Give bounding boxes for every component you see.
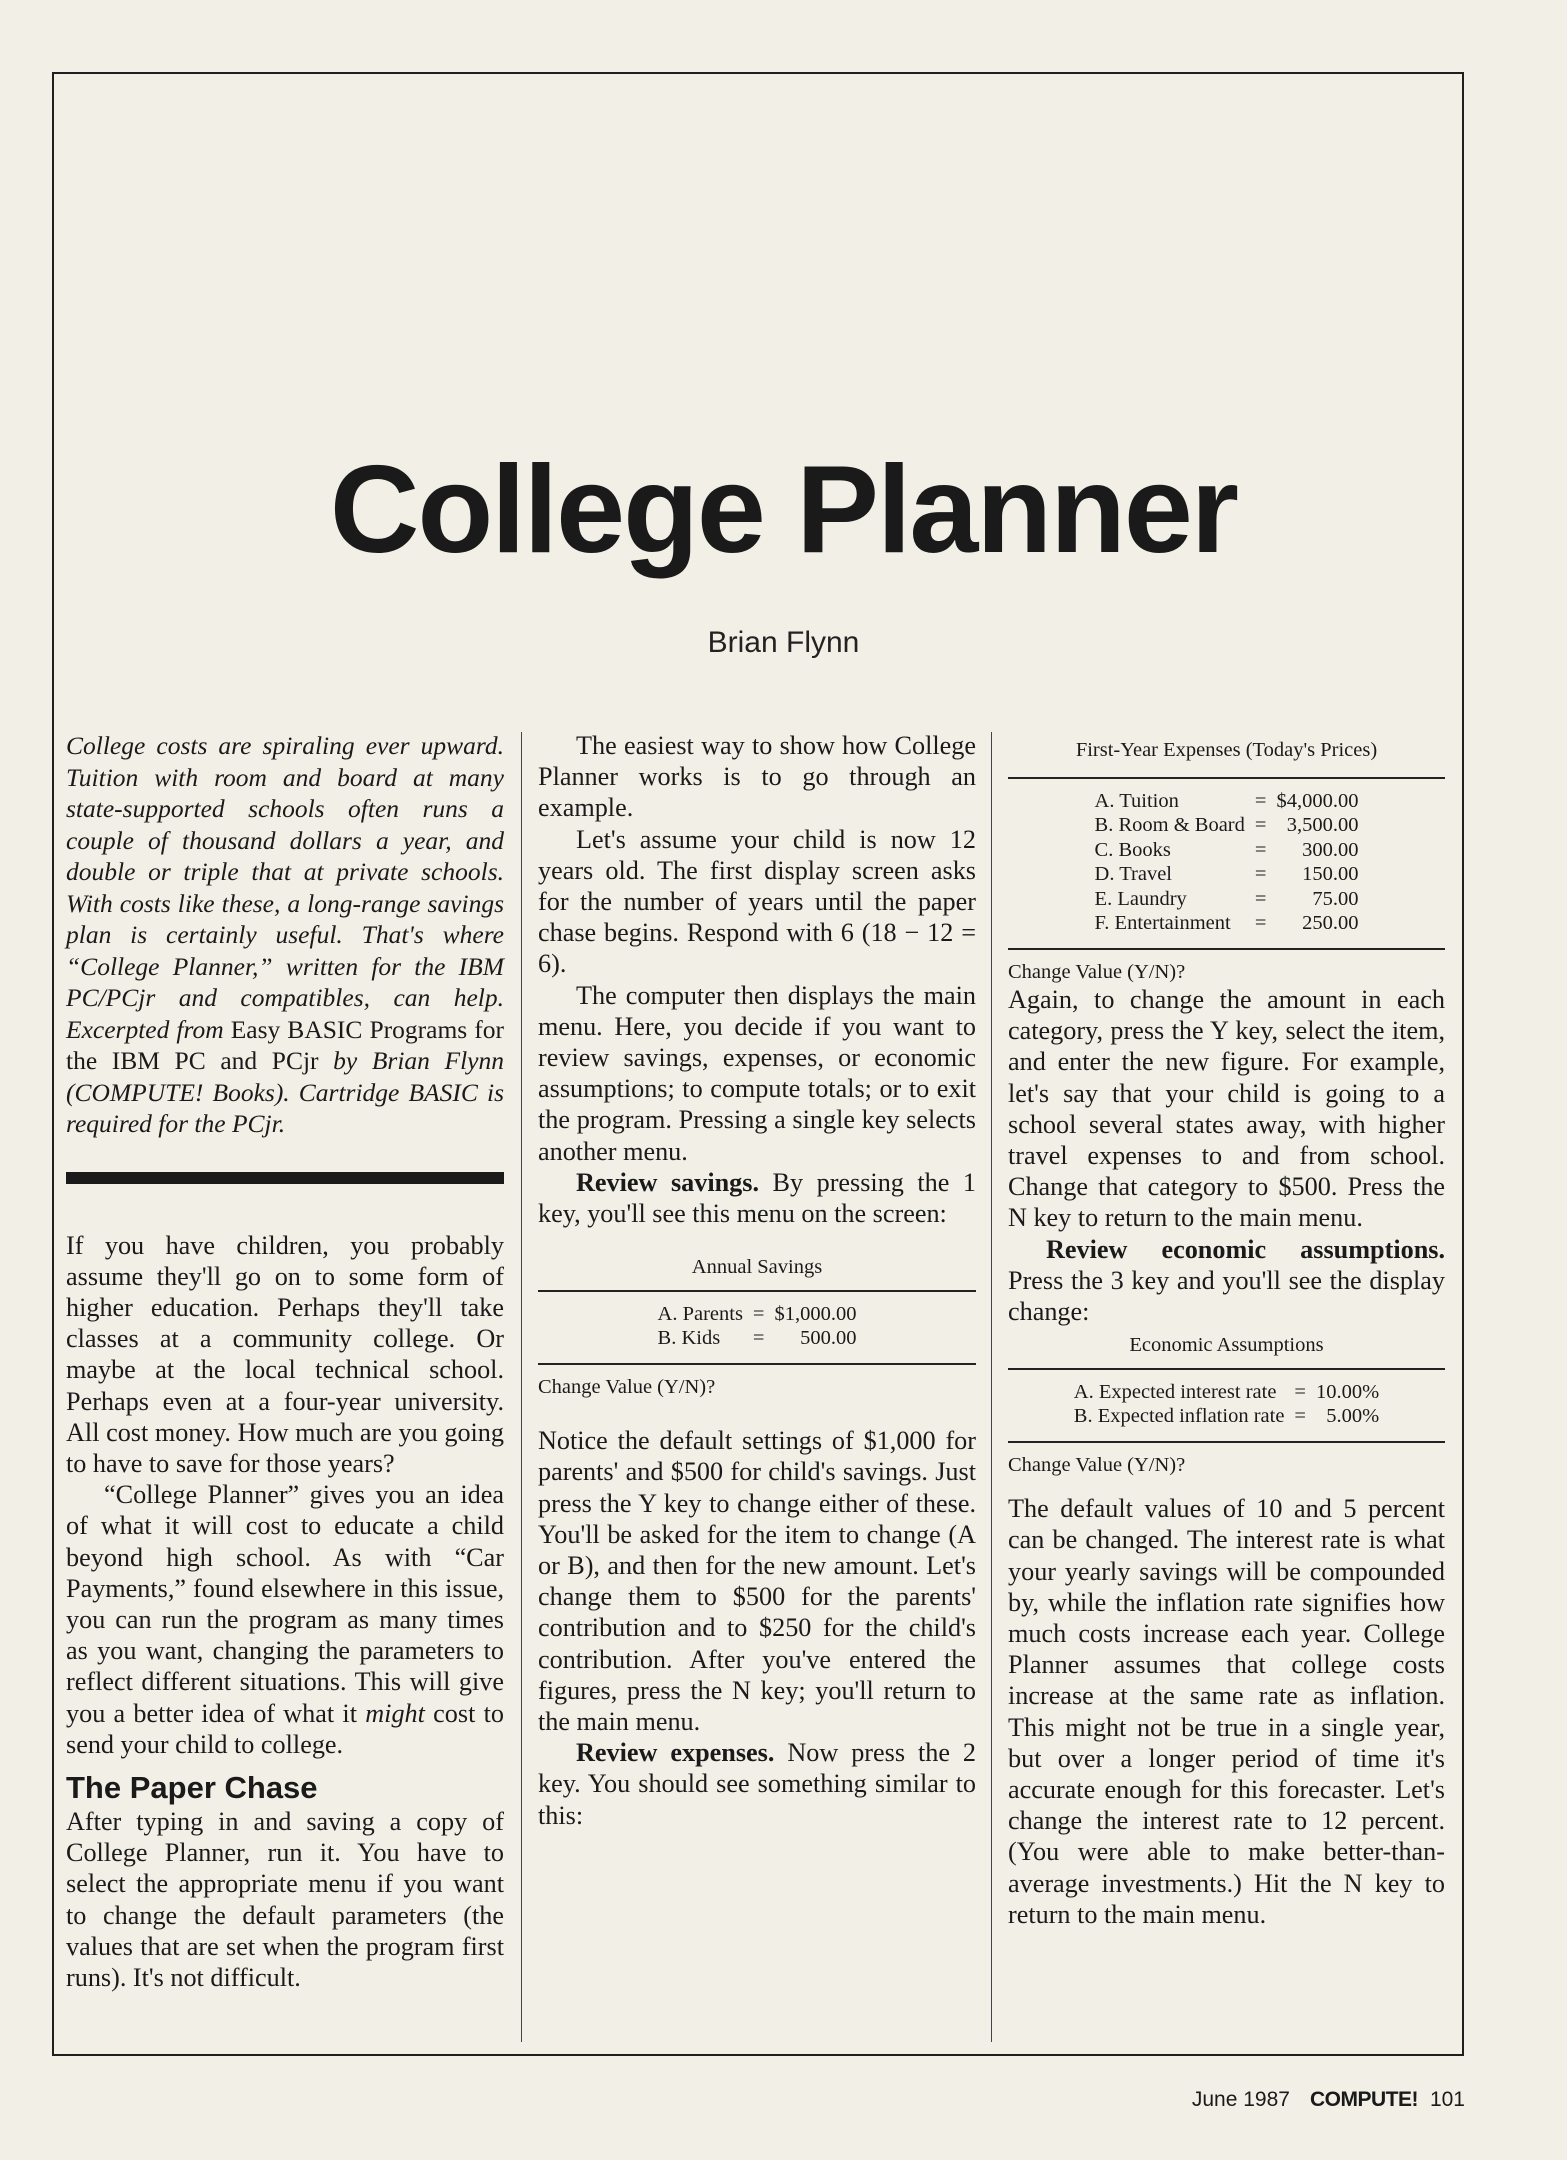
page-footer <box>1192 2088 1465 2112</box>
savings-screen <box>538 1255 976 1399</box>
section-divider-bar <box>66 1172 504 1184</box>
expenses-table <box>1090 789 1364 936</box>
table-row: D. Travel = 150.00 <box>1094 863 1359 885</box>
body-paragraph: If you have children, you probably assume they'll go on to some form of higher education. Perhaps they'll take classes at a community college. Or maybe at the local technical school. Perhaps even at a four-year university. All cost money. How much are you going to have to save for those years? <box>66 1230 504 1478</box>
body-paragraph: Review economic assumptions. Press the 3 key and you'll see the display change: <box>1008 1234 1445 1327</box>
body-paragraph: Notice the default settings of $1,000 for parents' and $500 for child's savings. Just press the Y key to change either of these. You'll be asked for the item to change (A or B), and then for the new amount. Let's change them to $500 for the parents' contribution and to $250 for the child's contribution. After you've entered the figures, press the N key; you'll return to the main menu. <box>538 1426 976 1737</box>
screen-prompt: Change Value (Y/N)? <box>538 1375 716 1398</box>
table-row: B. Room & Board = 3,500.00 <box>1094 814 1359 836</box>
table-row: C. Books = 300.00 <box>1094 838 1359 861</box>
column-2-content <box>538 730 976 1831</box>
table-row: A. Parents = $1,000.00 <box>657 1302 857 1325</box>
column-3 <box>1008 730 1445 1930</box>
table-row: B. Kids = 500.00 <box>657 1327 857 1350</box>
savings-table <box>653 1302 862 1351</box>
column-1 <box>66 730 504 1993</box>
table-row: E. Laundry = 75.00 <box>1094 887 1359 910</box>
issue-date: June 1987 <box>1191 2088 1290 2111</box>
magazine-name: COMPUTE! <box>1309 2088 1418 2111</box>
body-paragraph: Let's assume your child is now 12 years old. The first display screen asks for the number of years until the paper chase begins. Respond with 6 (18 − 12 = 6). <box>538 824 976 979</box>
body-paragraph: After typing in and saving a copy of College Planner, run it. You have to select the appropriate menu if you want to change the default parameters (the values that are set when the program first runs). It's not difficult. <box>66 1806 504 1992</box>
table-row: B. Expected inflation rate = 5.00% <box>1073 1405 1380 1428</box>
article-title: College Planner <box>329 441 1238 579</box>
column-divider <box>521 732 522 2042</box>
table-row: A. Expected interest rate = 10.00% <box>1073 1380 1380 1403</box>
screen-prompt: Change Value (Y/N)? <box>1008 1453 1186 1476</box>
column-divider <box>991 732 992 2042</box>
economic-table <box>1069 1380 1384 1429</box>
body-paragraph: The computer then displays the main menu. Here, you decide if you want to review savings, expenses, or economic assumptions; to compute totals; or to exit the program. Pressing a single key selects another menu. <box>538 980 976 1166</box>
table-row: A. Tuition = $4,000.00 <box>1094 789 1359 812</box>
screen-rule <box>538 1290 976 1292</box>
screen-rule <box>1008 1441 1445 1443</box>
screen-rule <box>538 1363 976 1365</box>
economic-screen <box>1008 1333 1445 1477</box>
screen-caption: First-Year Expenses (Today's Prices) <box>1075 739 1378 761</box>
expenses-screen <box>1008 738 1445 984</box>
screen-prompt: Change Value (Y/N)? <box>1008 960 1186 983</box>
author-byline: Brian Flynn <box>707 626 860 659</box>
table-row: F. Entertainment = 250.00 <box>1094 912 1359 934</box>
body-paragraph: Review savings. By pressing the 1 key, you'll see this menu on the screen: <box>538 1167 976 1229</box>
body-paragraph: The easiest way to show how College Planner works is to go through an example. <box>538 731 976 823</box>
intro-paragraph: College costs are spiraling ever upward. Tuition with room and board at many state-supported schools often runs a couple of thousand dollars a year, and double or triple that at private schools. With costs like these, a long-range savings plan is certainly useful. That's where “College Planner,” written for the IBM PC/PCjr and compatibles, can help. Excerpted from Easy BASIC Programs for the IBM PC and PCjr by Brian Flynn (COMPUTE! Books). Cartridge BASIC is required for the PCjr. <box>66 731 504 1138</box>
screen-caption: Economic Assumptions <box>1129 1334 1324 1357</box>
section-heading: The Paper Chase <box>66 1769 318 1805</box>
screen-rule <box>1008 777 1445 779</box>
body-paragraph: Again, to change the amount in each category, press the Y key, select the item, and enter the new figure. For example, let's say that your child is going to a school several states away, with higher travel expenses to and from school. Change that category to $500. Press the N key to return to the main menu. <box>1008 985 1445 1233</box>
screen-rule <box>1008 948 1445 950</box>
page-number: 101 <box>1429 2088 1465 2111</box>
body-paragraph: Review expenses. Now press the 2 key. You should see something similar to this: <box>538 1738 976 1830</box>
screen-caption: Annual Savings <box>691 1256 823 1279</box>
screen-rule <box>1008 1368 1445 1370</box>
body-paragraph: The default values of 10 and 5 percent can be changed. The interest rate is what your yearly savings will be compounded by, while the inflation rate signifies how much costs increase each year. College Planner assumes that college costs increase at the same rate as inflation. This might not be true in a single year, but over a longer period of time it's accurate enough for this forecaster. Let's change the interest rate to 12 percent. (You were able to make better-than-average investments.) Hit the N key to return to the main menu. <box>1008 1494 1445 1929</box>
body-paragraph: “College Planner” gives you an idea of what it will cost to educate a child beyond high school. As with “Car Payments,” found elsewhere in this issue, you can run the program as many times as you want, changing the parameters to reflect different situations. This will give you a better idea of what it might cost to send your child to college. <box>66 1480 505 1759</box>
